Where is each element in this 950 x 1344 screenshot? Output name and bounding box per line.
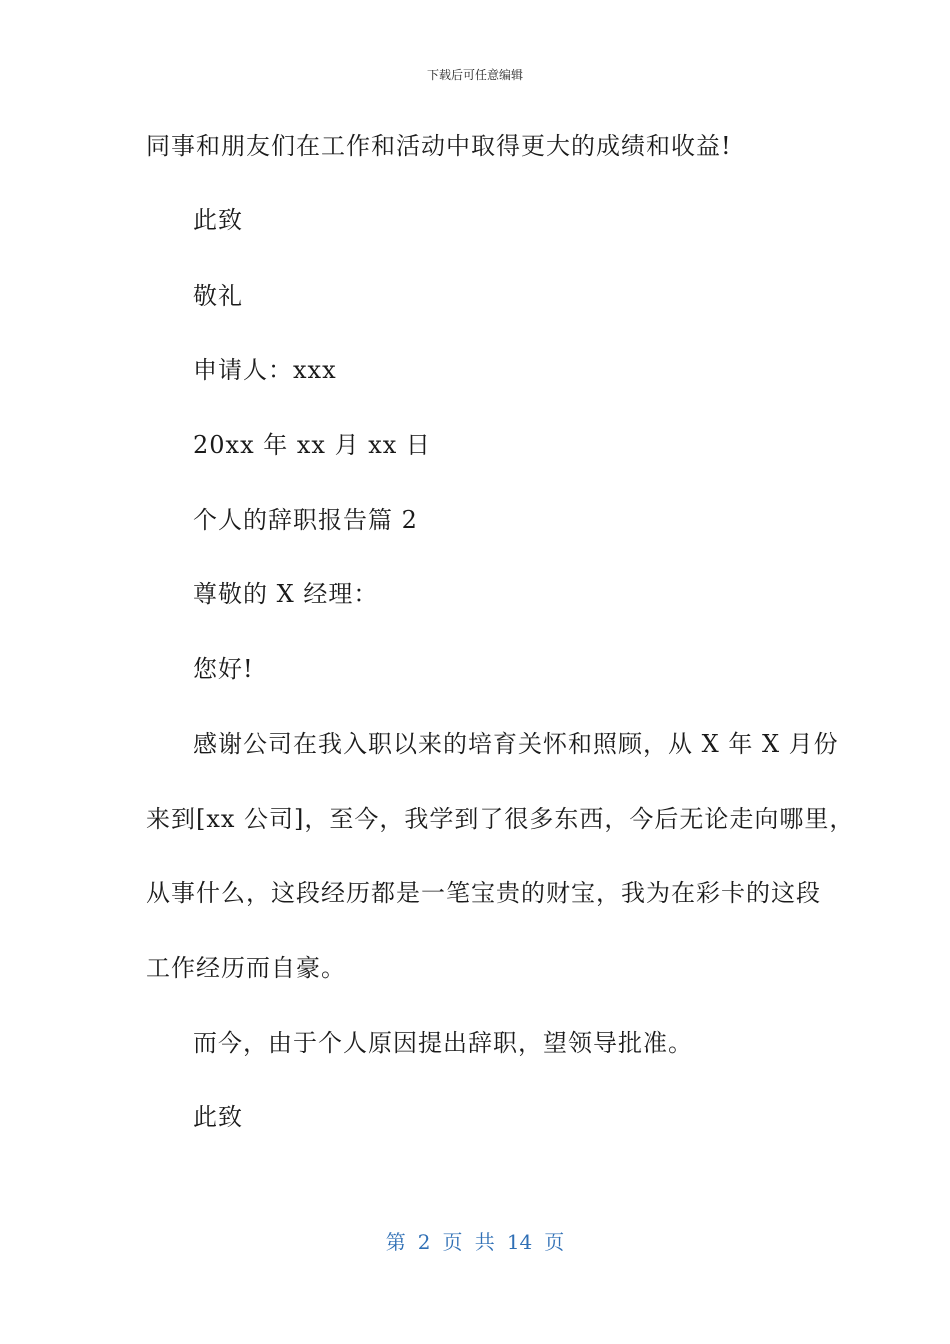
page-footer: [0, 1226, 950, 1255]
body-line-11: 从事什么，这段经历都是一笔宝贵的财宝，我为在彩卡的这段: [146, 879, 821, 907]
body-line-13: 而今，由于个人原因提出辞职，望领导批准。: [193, 1029, 693, 1057]
body-line-12: 工作经历而自豪。: [146, 954, 346, 982]
body-line-6: 个人的辞职报告篇 2: [193, 506, 418, 534]
body-line-3: 敬礼: [193, 282, 243, 310]
body-line-8: 您好!: [193, 655, 254, 683]
body-line-14: 此致: [193, 1103, 243, 1131]
page-header: 下载后可任意编辑: [426, 68, 523, 82]
footer-suffix: 页: [544, 1230, 565, 1254]
footer-total-pages: 14: [506, 1230, 533, 1254]
body-line-9: 感谢公司在我入职以来的培育关怀和照顾，从 X 年 X 月份: [193, 730, 839, 758]
footer-prefix: 第: [385, 1230, 406, 1254]
body-line-7: 尊敬的 X 经理：: [193, 580, 379, 608]
footer-current-page: 2: [417, 1230, 431, 1254]
body-line-10: 来到[xx 公司]，至今，我学到了很多东西，今后无论走向哪里，: [146, 805, 855, 833]
body-line-4: 申请人：xxx: [193, 356, 337, 384]
body-line-2: 此致: [193, 206, 243, 234]
body-line-1: 同事和朋友们在工作和活动中取得更大的成绩和收益!: [146, 132, 732, 160]
footer-middle: 页 共: [442, 1230, 495, 1254]
body-line-5: 20xx 年 xx 月 xx 日: [193, 431, 431, 459]
